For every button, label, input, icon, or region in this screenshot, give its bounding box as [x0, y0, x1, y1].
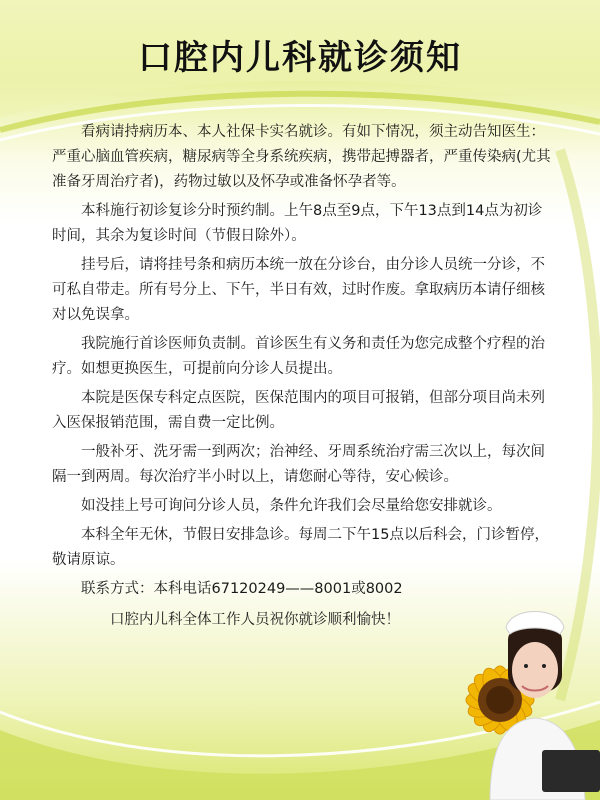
nurse-photo [470, 600, 600, 800]
paragraph-6: 一般补牙、洗牙需一到两次；治神经、牙周系统治疗需三次以上，每次间隔一到两周。每次治疗半小时以上，请您耐心等待，安心候诊。 [52, 444, 545, 485]
paragraph-5: 本院是医保专科定点医院，医保范围内的项目可报销，但部分项目尚未列入医保报销范围，需自费一定比例。 [52, 390, 545, 431]
notice-body [52, 120, 552, 633]
paragraph-4: 我院施行首诊医师负责制。首诊医生有义务和责任为您完成整个疗程的治疗。如想更换医生，可提前向分诊人员提出。 [52, 336, 545, 377]
page-title: 口腔内儿科就诊须知 [138, 38, 462, 78]
paragraph-7: 如没挂上号可询问分诊人员，条件允许我们会尽量给您安排就诊。 [81, 498, 502, 514]
contact-info: 联系方式：本科电话67120249——8001或8002 [81, 581, 403, 597]
paragraph-2: 本科施行初诊复诊分时预约制。上午8点至9点，下午13点到14点为初诊时间，其余为复诊时间（节假日除外）。 [52, 203, 543, 244]
closing-greeting: 口腔内儿科全体工作人员祝你就诊顺利愉快！ [110, 612, 400, 628]
paragraph-8: 本科全年无休，节假日安排急诊。每周二下午15点以后科会，门诊暂停，敬请原谅。 [52, 527, 549, 568]
paragraph-3: 挂号后，请将挂号条和病历本统一放在分诊台，由分诊人员统一分诊，不可私自带走。所有号分上、下午，半日有效，过时作废。拿取病历本请仔细核对以免误拿。 [52, 257, 545, 323]
paragraph-1: 看病请持病历本、本人社保卡实名就诊。有如下情况，须主动告知医生：严重心脑血管疾病，糖尿病等全身系统疾病，携带起搏器者，严重传染病(尤其准备牙周治疗者)，药物过敏以及怀孕或准备怀孕者等。 [52, 124, 551, 190]
